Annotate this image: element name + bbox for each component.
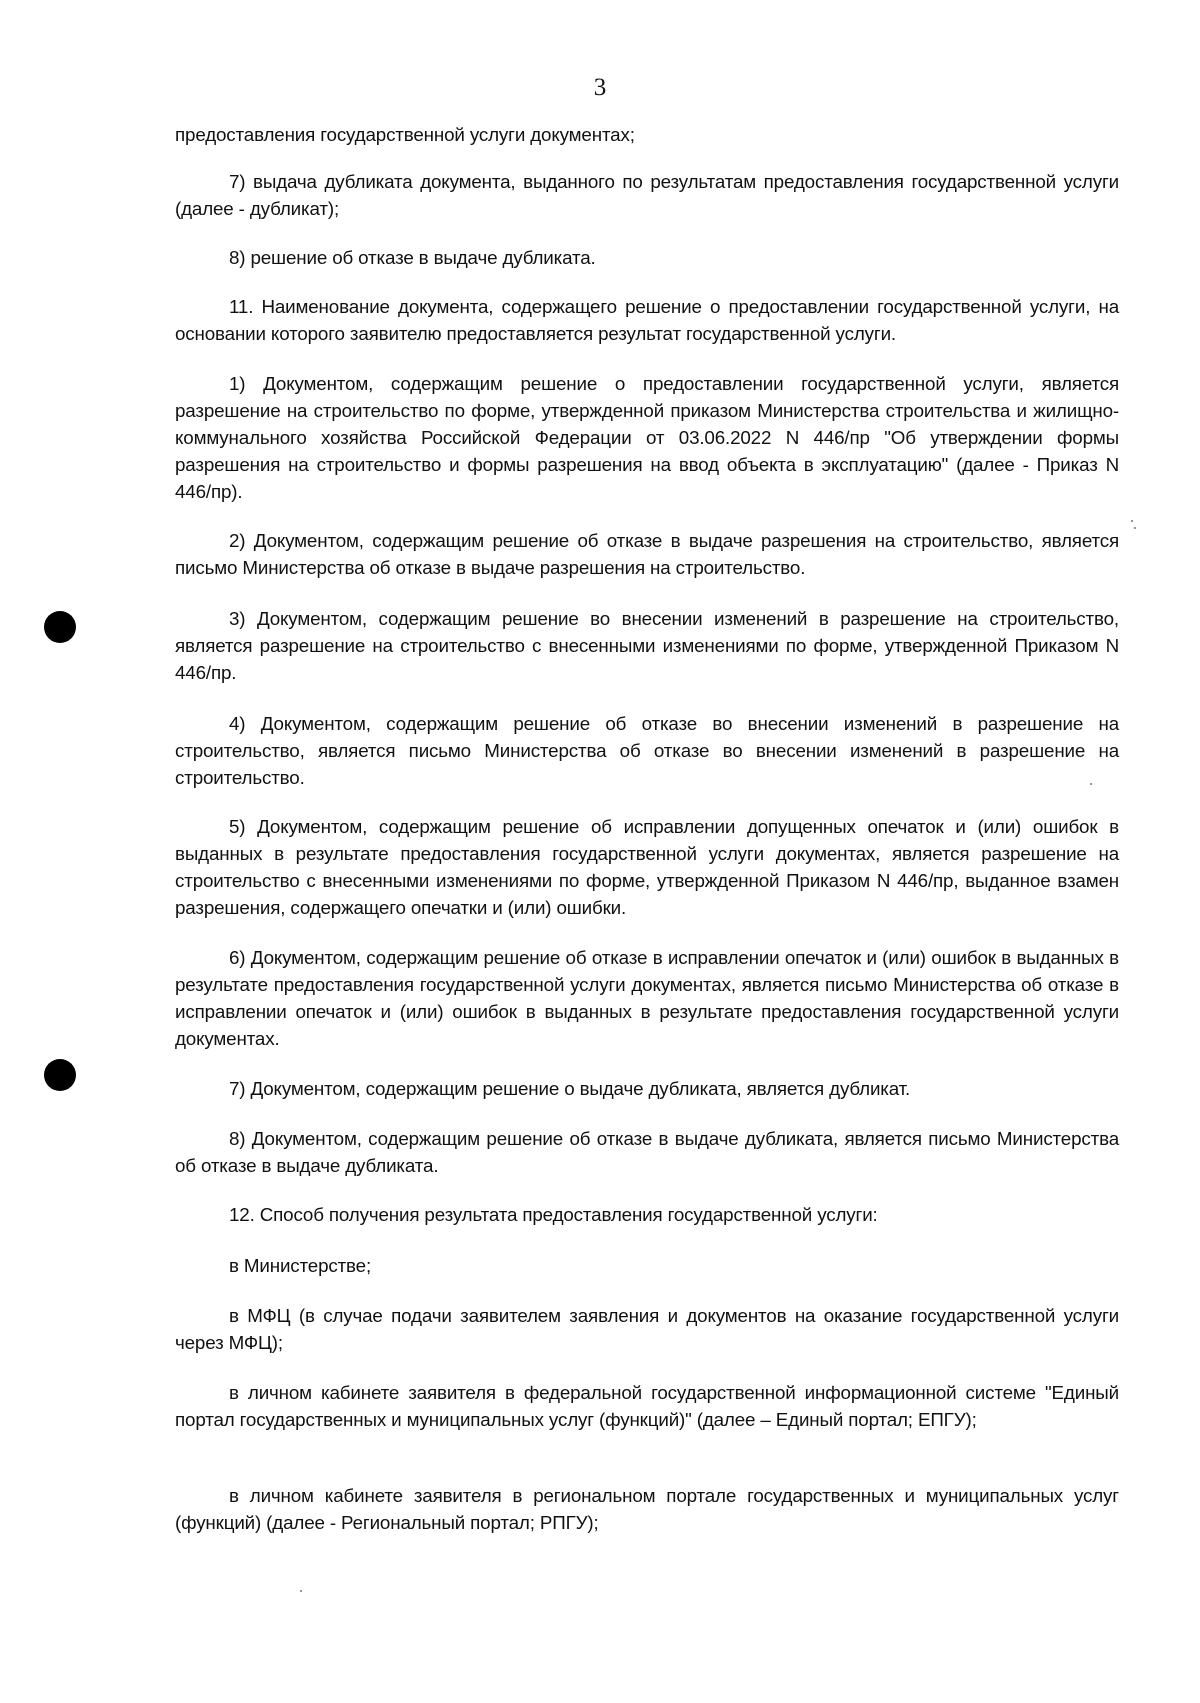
scan-speck — [300, 1590, 302, 1592]
binder-hole-lower — [44, 1059, 76, 1091]
scan-speck — [1134, 527, 1136, 529]
paragraph-5: 1) Документом, содержащим решение о предоставлении государственной услуги, является разрешение на строительство по форме, утвержденной приказом Министерства строительства и жилищно-коммунального хозяйства Российской Федерации от 03.06.2022 N 446/пр "Об утверждении формы разрешения на строительство и формы разрешения на ввод объекта в эксплуатацию" (далее - Приказ N 446/пр). — [175, 373, 1119, 502]
paragraph-12: 8) Документом, содержащим решение об отказе в выдаче дубликата, является письмо Министерства об отказе в выдаче дубликата. — [175, 1128, 1119, 1176]
page-number: 3 — [593, 74, 607, 101]
paragraph-2: 7) выдача дубликата документа, выданного по результатам предоставления государственной услуги (далее - дубликат); — [175, 171, 1119, 219]
paragraph-11: 7) Документом, содержащим решение о выдаче дубликата, является дубликат. — [229, 1078, 911, 1099]
paragraph-8: 4) Документом, содержащим решение об отказе во внесении изменений в разрешение на строительство, является письмо Министерства об отказе во внесении изменений в разрешение на строительство. — [175, 713, 1119, 788]
paragraph-9: 5) Документом, содержащим решение об исправлении допущенных опечаток и (или) ошибок в выданных в результате предоставления государственной услуги документах, является разрешение на строительство с внесенными изменениями по форме, утвержденной Приказом N 446/пр, выданное взамен разрешения, содержащего опечатки и (или) ошибки. — [175, 816, 1119, 918]
paragraph-13: 12. Способ получения результата предоставления государственной услуги: — [229, 1204, 878, 1225]
paragraph-10: 6) Документом, содержащим решение об отказе в исправлении опечаток и (или) ошибок в выданных в результате предоставления государственной услуги документах, является письмо Министерства об отказе в исправлении опечаток и (или) ошибок в выданных в результате предоставления государственной услуги документах. — [175, 947, 1119, 1049]
paragraph-4: 11. Наименование документа, содержащего решение о предоставлении государственной услуги, на основании которого заявителю предоставляется результат государственной услуги. — [175, 296, 1119, 344]
paragraph-17: в личном кабинете заявителя в региональном портале государственных и муниципальных услуг (функций) (далее - Региональный портал; РПГУ); — [175, 1485, 1119, 1533]
paragraph-1: предоставления государственной услуги документах; — [175, 124, 635, 145]
paragraph-7: 3) Документом, содержащим решение во внесении изменений в разрешение на строительство, является разрешение на строительство с внесенными изменениями по форме, утвержденной Приказом N 446/пр. — [175, 608, 1119, 683]
paragraph-16: в личном кабинете заявителя в федеральной государственной информационной системе "Единый портал государственных и муниципальных услуг (функций)" (далее – Единый портал; ЕПГУ); — [175, 1382, 1119, 1430]
binder-hole-upper — [44, 611, 76, 643]
paragraph-14: в Министерстве; — [229, 1255, 372, 1276]
paragraph-6: 2) Документом, содержащим решение об отказе в выдаче разрешения на строительство, является письмо Министерства об отказе в выдаче разрешения на строительство. — [175, 530, 1119, 578]
paragraph-15: в МФЦ (в случае подачи заявителем заявления и документов на оказание государственной услуги через МФЦ); — [175, 1305, 1119, 1353]
paragraph-3: 8) решение об отказе в выдаче дубликата. — [229, 247, 596, 268]
scan-speck — [1131, 520, 1133, 522]
